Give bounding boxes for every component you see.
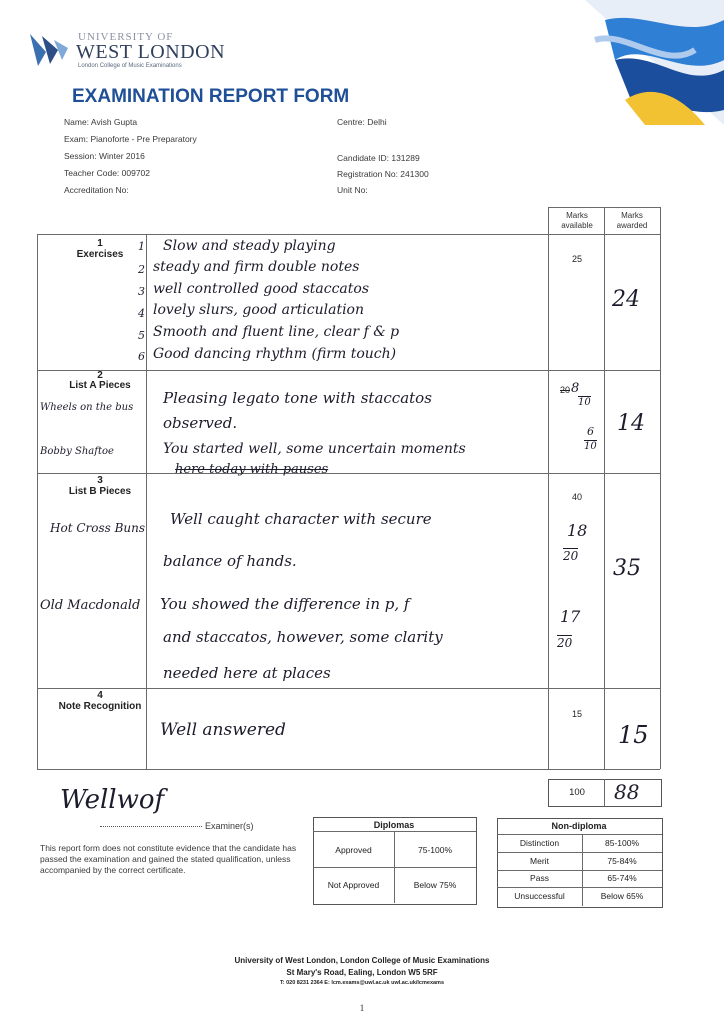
candidate-name: Name: Avish Gupta bbox=[64, 117, 138, 127]
section-1-name: Exercises bbox=[76, 249, 124, 260]
university-logo-icon bbox=[28, 30, 70, 70]
exercise-comment-6: Good dancing rhythm (firm touch) bbox=[153, 346, 397, 362]
exercise-number-2: 2 bbox=[138, 263, 145, 276]
section-4-awarded: 15 bbox=[618, 721, 649, 749]
centre: Centre: Delhi bbox=[337, 117, 387, 127]
examiner-label: Examiner(s) bbox=[205, 821, 254, 831]
footer-address: St Mary's Road, Ealing, London W5 5RF bbox=[286, 968, 438, 977]
exercise-comment-2: steady and firm double notes bbox=[153, 259, 360, 275]
list-b-comment-1b: balance of hands. bbox=[163, 552, 297, 570]
section-3-available: 40 bbox=[571, 492, 582, 502]
marks-awarded-header: Marks awarded bbox=[616, 211, 648, 230]
grade-merit: Merit bbox=[530, 856, 549, 866]
list-b-piece-2: Old Macdonald bbox=[40, 598, 141, 613]
section-1-available: 25 bbox=[571, 254, 582, 264]
diploma-grade-not-approved: Not Approved bbox=[327, 880, 380, 890]
exercise-comment-4: lovely slurs, good articulation bbox=[153, 302, 364, 318]
exercise-comment-1: Slow and steady playing bbox=[163, 238, 336, 254]
exercise-number-6: 6 bbox=[138, 350, 145, 363]
list-b-comment-2b: and staccatos, however, some clarity bbox=[163, 628, 443, 646]
list-a-score-2: 6 bbox=[587, 425, 594, 438]
disclaimer-text: This report form does not constitute evidence that the candidate has passed the examination and gained the stated qualification, unless accompanied by the correct certificate. bbox=[40, 843, 297, 875]
note-recognition-comment: Well answered bbox=[160, 720, 286, 740]
list-a-piece-2: Bobby Shaftoe bbox=[40, 446, 114, 457]
exercise-number-4: 4 bbox=[138, 307, 145, 320]
list-b-comment-2a: You showed the difference in p, f bbox=[160, 595, 410, 613]
list-b-piece-1: Hot Cross Buns bbox=[50, 521, 146, 535]
registration-no: Registration No: 241300 bbox=[337, 169, 429, 179]
section-4-name: Note Recognition bbox=[58, 701, 142, 712]
page-title: EXAMINATION REPORT FORM bbox=[72, 86, 350, 107]
grade-distinction: Distinction bbox=[519, 838, 560, 848]
diploma-grade-approved: Approved bbox=[335, 845, 372, 855]
list-a-comment-2b: here today with pauses bbox=[175, 462, 329, 477]
teacher-code: Teacher Code: 009702 bbox=[64, 168, 151, 178]
corner-swoosh-graphic bbox=[585, 0, 724, 125]
list-a-comment-1b: observed. bbox=[163, 414, 238, 432]
list-a-outof-2: 10 bbox=[584, 441, 597, 452]
section-2-awarded: 14 bbox=[617, 411, 645, 436]
exercise-number-1: 1 bbox=[138, 240, 145, 253]
section-3-number: 3 bbox=[97, 475, 103, 486]
list-b-comment-1a: Well caught character with secure bbox=[170, 510, 432, 528]
logo-west-london: WEST LONDON bbox=[76, 41, 226, 63]
grade-pass: Pass bbox=[530, 873, 549, 883]
list-a-outof-1: 10 bbox=[578, 397, 591, 408]
section-3-awarded: 35 bbox=[613, 556, 641, 581]
candidate-id: Candidate ID: 131289 bbox=[337, 153, 420, 163]
section-2-name: List A Pieces bbox=[69, 380, 131, 391]
diploma-range-approved: 75-100% bbox=[417, 845, 453, 855]
session: Session: Winter 2016 bbox=[64, 151, 145, 161]
footer-institution: University of West London, London College of Music Examinations bbox=[234, 956, 490, 965]
exercise-comment-5: Smooth and fluent line, clear f & p bbox=[153, 324, 400, 340]
signature-line bbox=[100, 826, 202, 827]
diploma-range-not-approved: Below 75% bbox=[413, 880, 457, 890]
list-b-score-2: 17 bbox=[560, 607, 581, 626]
examiner-signature: Wellwof bbox=[60, 785, 165, 815]
list-b-outof-1: 20 bbox=[563, 549, 579, 563]
range-pass: 65-74% bbox=[607, 873, 637, 883]
exercise-number-5: 5 bbox=[138, 329, 145, 342]
range-unsuccessful: Below 65% bbox=[600, 891, 644, 901]
logo-college-name: London College of Music Examinations bbox=[78, 63, 182, 69]
section-2-available-struck: 20 bbox=[560, 385, 571, 395]
list-a-comment-2a: You started well, some uncertain moments bbox=[163, 441, 466, 457]
section-4-available: 15 bbox=[571, 709, 582, 719]
section-2-number: 2 bbox=[97, 370, 103, 381]
range-distinction: 85-100% bbox=[604, 838, 640, 848]
section-4-number: 4 bbox=[97, 690, 103, 701]
list-a-comment-1a: Pleasing legato tone with staccatos bbox=[163, 389, 432, 407]
grade-unsuccessful: Unsuccessful bbox=[514, 891, 565, 901]
unit-no: Unit No: bbox=[337, 185, 368, 195]
list-b-score-1: 18 bbox=[567, 521, 588, 540]
total-available: 100 bbox=[569, 787, 585, 798]
footer-contact: T: 020 8231 2364 E: lcm.exams@uwl.ac.uk uwl.ac.uk/lcmexams bbox=[279, 980, 445, 986]
list-b-comment-2c: needed here at places bbox=[163, 664, 331, 682]
total-awarded: 88 bbox=[614, 780, 640, 804]
list-a-piece-1: Wheels on the bus bbox=[40, 402, 134, 413]
section-2-available-corrected: 8 bbox=[571, 381, 580, 396]
exercise-number-3: 3 bbox=[138, 285, 145, 298]
non-diploma-title: Non-diploma bbox=[551, 821, 607, 831]
list-b-outof-2: 20 bbox=[557, 636, 573, 650]
marks-available-header: Marks available bbox=[561, 211, 593, 230]
page-number: 1 bbox=[359, 1003, 365, 1013]
logo-university-of: UNIVERSITY OF bbox=[78, 31, 174, 43]
section-1-awarded: 24 bbox=[612, 287, 640, 312]
accreditation-no: Accreditation No: bbox=[64, 185, 129, 195]
exercise-comment-3: well controlled good staccatos bbox=[153, 281, 370, 297]
section-1-number: 1 bbox=[97, 238, 103, 249]
diplomas-title: Diplomas bbox=[373, 820, 415, 830]
section-3-name: List B Pieces bbox=[68, 486, 132, 497]
exam-name: Exam: Pianoforte - Pre Preparatory bbox=[64, 134, 197, 144]
range-merit: 75-84% bbox=[607, 856, 637, 866]
